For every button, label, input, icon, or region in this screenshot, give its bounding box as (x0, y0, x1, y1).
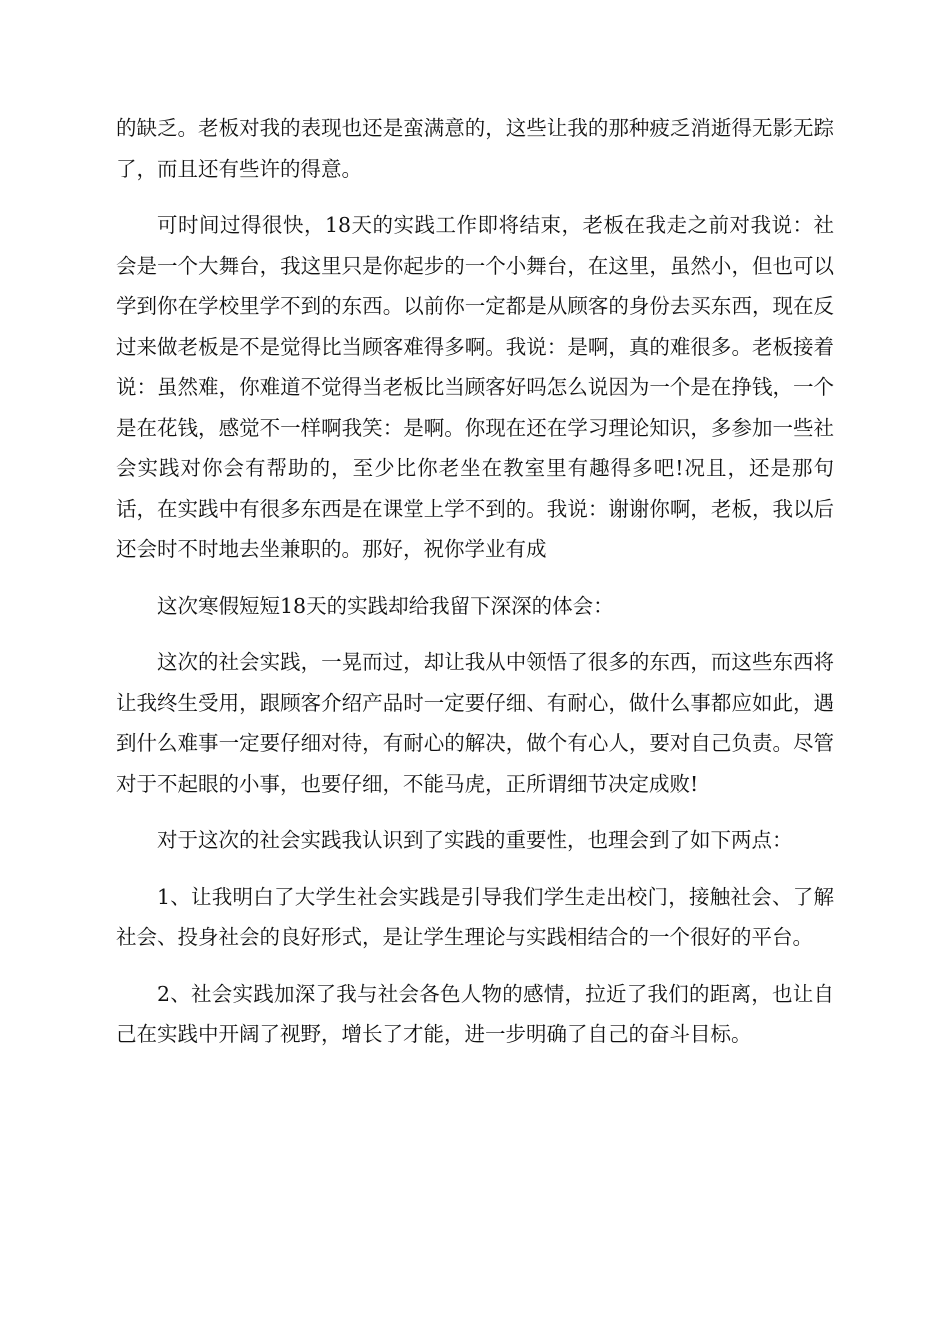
paragraph-boss-conversation: 可时间过得很快，18天的实践工作即将结束，老板在我走之前对我说：社会是一个大舞台，我这里只是你起步的一个小舞台，在这里，虽然小，但也可以学到你在学校里学不到的东西。以前你一定都是从顾客的身份去买东西，现在反过来做老板是不是觉得比当顾客难得多啊。我说：是啊，真的难很多。老板接着说：虽然难，你难道不觉得当老板比当顾客好吗怎么说因为一个是在挣钱，一个是在花钱，感觉不一样啊我笑：是啊。你现在还在学习理论知识，多参加一些社会实践对你会有帮助的，至少比你老坐在教室里有趣得多吧!况且，还是那句话，在实践中有很多东西是在课堂上学不到的。我说：谢谢你啊，老板，我以后还会时不时地去坐兼职的。那好，祝你学业有成 (116, 213, 834, 561)
paragraph-importance: 对于这次的社会实践我认识到了实践的重要性，也理会到了如下两点： (157, 828, 793, 852)
paragraph-continuation: 的缺乏。老板对我的表现也还是蛮满意的，这些让我的那种疲乏消逝得无影无踪了，而且还有些许的得意。 (116, 116, 834, 181)
document-body (116, 108, 834, 1071)
paragraph-point-1: 1、让我明白了大学生社会实践是引导我们学生走出校门，接触社会、了解社会、投身社会的良好形式，是让学生理论与实践相结合的一个很好的平台。 (116, 884, 834, 949)
paragraph-point-2: 2、社会实践加深了我与社会各色人物的感情，拉近了我们的距离，也让自己在实践中开阔了视野，增长了才能，进一步明确了自己的奋斗目标。 (116, 981, 834, 1046)
paragraph-lessons: 这次的社会实践，一晃而过，却让我从中领悟了很多的东西，而这些东西将让我终生受用，跟顾客介绍产品时一定要仔细、有耐心，做什么事都应如此，遇到什么难事一定要仔细对待，有耐心的解决，做个有心人，要对自己负责。尽管对于不起眼的小事，也要仔细，不能马虎，正所谓细节决定成败! (116, 650, 834, 796)
paragraph-reflection-intro: 这次寒假短短18天的实践却给我留下深深的体会： (157, 593, 614, 618)
